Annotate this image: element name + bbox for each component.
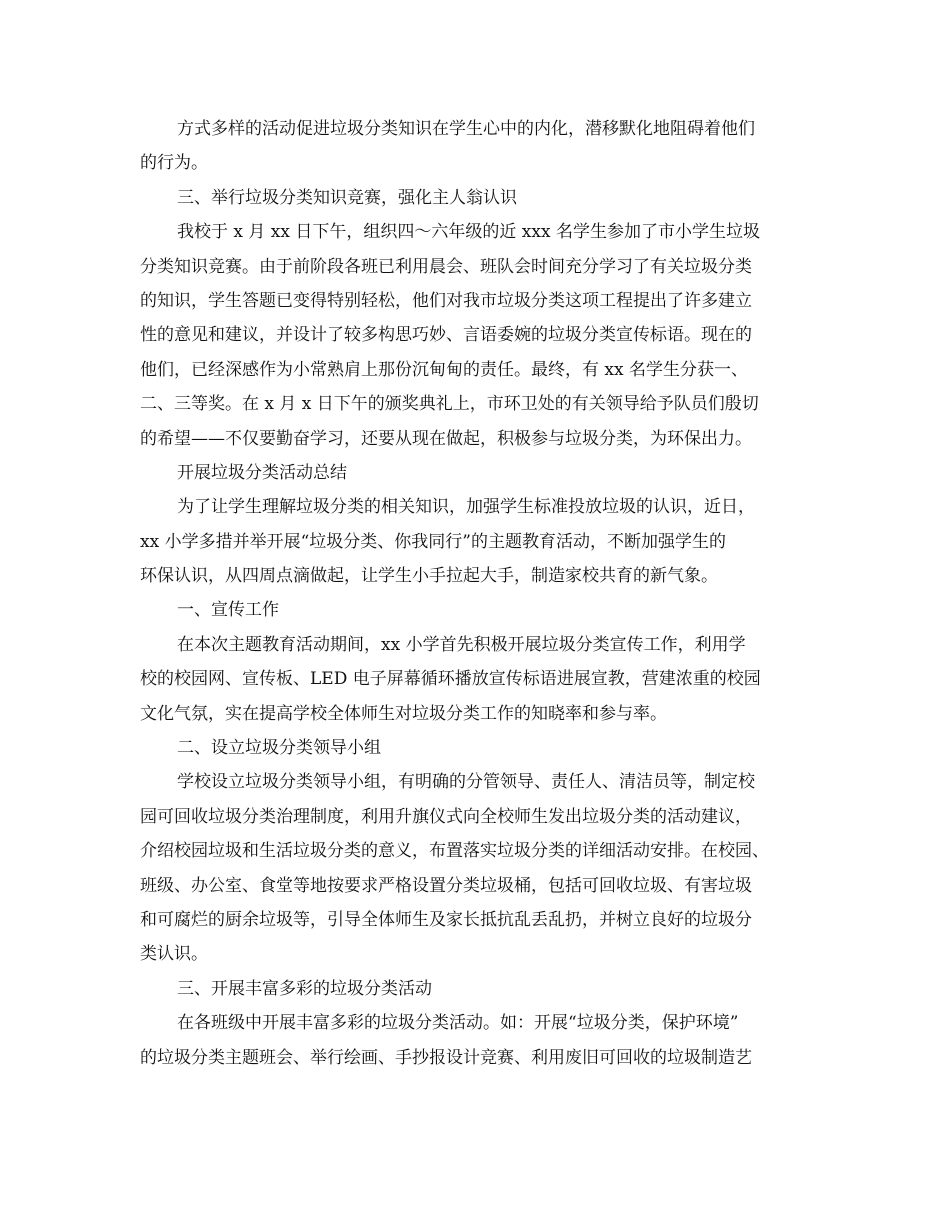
text-line: 性的意见和建议，并设计了较多构思巧妙、言语委婉的垃圾分类宣传标语。现在的: [140, 325, 752, 346]
text-line: 的知识，学生答题已变得特别轻松，他们对我市垃圾分类这项工程提出了许多建立: [140, 290, 752, 311]
text-line: 开展垃圾分类活动总结: [177, 462, 347, 483]
text-line: 三、开展丰富多彩的垃圾分类活动: [177, 978, 432, 999]
text-line: 介绍校园垃圾和生活垃圾分类的意义，布置落实垃圾分类的详细活动安排。在校园、: [140, 841, 769, 862]
text-line: 和可腐烂的厨余垃圾等，引导全体师生及家长抵抗乱丢乱扔，并树立良好的垃圾分: [140, 909, 752, 930]
text-line: 一、宣传工作: [177, 600, 279, 621]
document-body: [140, 112, 830, 1075]
text-line: 我校于 x 月 xx 日下午，组织四～六年级的近 xxx 名学生参加了市小学生垃圾: [177, 222, 760, 243]
text-line: xx 小学多措并举开展“垃圾分类、你我同行”的主题教育活动，不断加强学生的: [140, 531, 726, 552]
text-line: 的垃圾分类主题班会、举行绘画、手抄报设计竞赛、利用废旧可回收的垃圾制造艺: [140, 1047, 752, 1068]
text-line: 他们，已经深感作为小常熟肩上那份沉甸甸的责任。最终，有 xx 名学生分获一、: [140, 359, 748, 380]
text-line: 班级、办公室、食堂等地按要求严格设置分类垃圾桶，包括可回收垃圾、有害垃圾: [140, 875, 752, 896]
text-line: 在各班级中开展丰富多彩的垃圾分类活动。如：开展“垃圾分类，保护环境”: [177, 1013, 739, 1034]
text-line: 类认识。: [140, 944, 208, 965]
text-line: 的希望——不仅要勤奋学习，还要从现在做起，积极参与垃圾分类，为环保出力。: [140, 428, 752, 449]
text-line: 学校设立垃圾分类领导小组，有明确的分管领导、责任人、清洁员等，制定校: [177, 772, 755, 793]
text-line: 为了让学生理解垃圾分类的相关知识，加强学生标准投放垃圾的认识，近日，: [177, 497, 755, 518]
text-line: 三、举行垃圾分类知识竞赛，强化主人翁认识: [177, 187, 517, 208]
text-line: 文化气氛，实在提高学校全体师生对垃圾分类工作的知晓率和参与率。: [140, 703, 667, 724]
text-line: 二、三等奖。在 x 月 x 日下午的颁奖典礼上，市环卫处的有关领导给予队员们殷切: [140, 394, 759, 415]
text-line: 在本次主题教育活动期间，xx 小学首先积极开展垃圾分类宣传工作，利用学: [177, 634, 746, 655]
text-line: 环保认识，从四周点滴做起，让学生小手拉起大手，制造家校共育的新气象。: [140, 566, 718, 587]
text-line: 的行为。: [140, 153, 208, 174]
text-line: 园可回收垃圾分类治理制度，利用升旗仪式向全校师生发出垃圾分类的活动建议，: [140, 806, 752, 827]
text-line: 分类知识竞赛。由于前阶段各班已利用晨会、班队会时间充分学习了有关垃圾分类: [140, 256, 752, 277]
text-line: 方式多样的活动促进垃圾分类知识在学生心中的内化，潜移默化地阻碍着他们: [177, 119, 755, 139]
text-line: 校的校园网、宣传板、LED 电子屏幕循环播放宣传标语进展宣教，营建浓重的校园: [140, 669, 761, 690]
text-line: 二、设立垃圾分类领导小组: [177, 738, 381, 759]
